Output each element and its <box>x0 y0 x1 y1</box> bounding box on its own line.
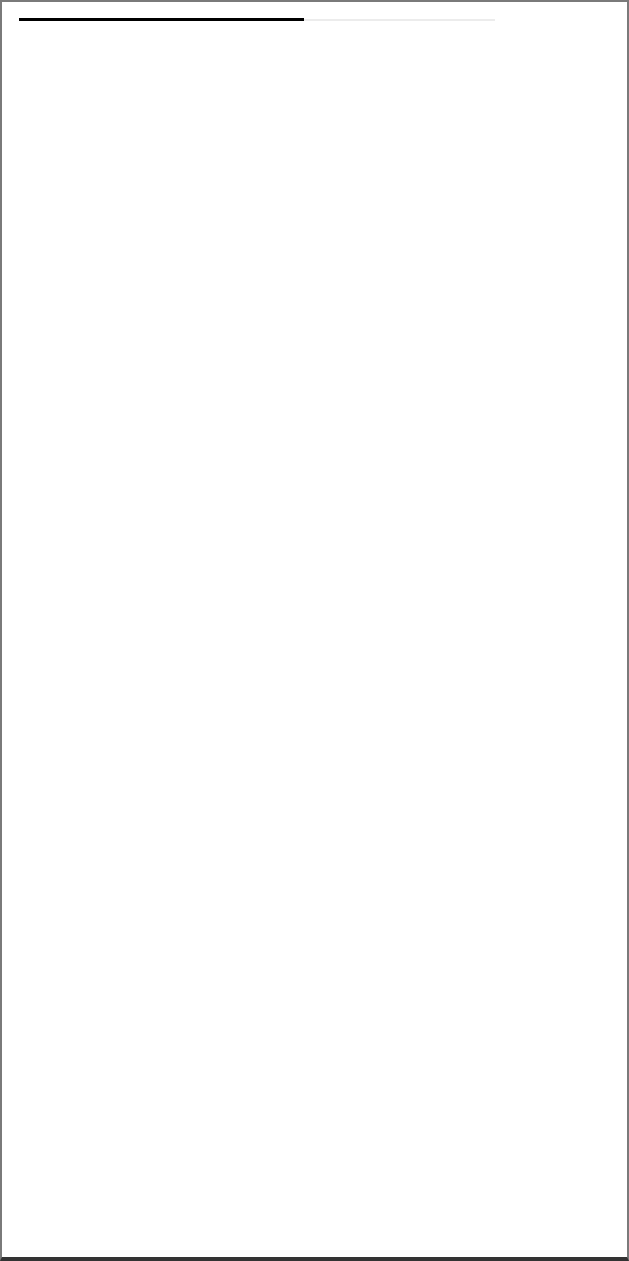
stacked-area-chart <box>19 487 614 745</box>
header-rule <box>19 18 495 21</box>
header-rule-light <box>304 19 495 21</box>
header-rule-dark <box>19 18 304 21</box>
page-header <box>19 18 610 21</box>
chart-section <box>19 469 610 768</box>
chart-legend <box>19 469 610 485</box>
paragraph-1 <box>19 43 616 447</box>
